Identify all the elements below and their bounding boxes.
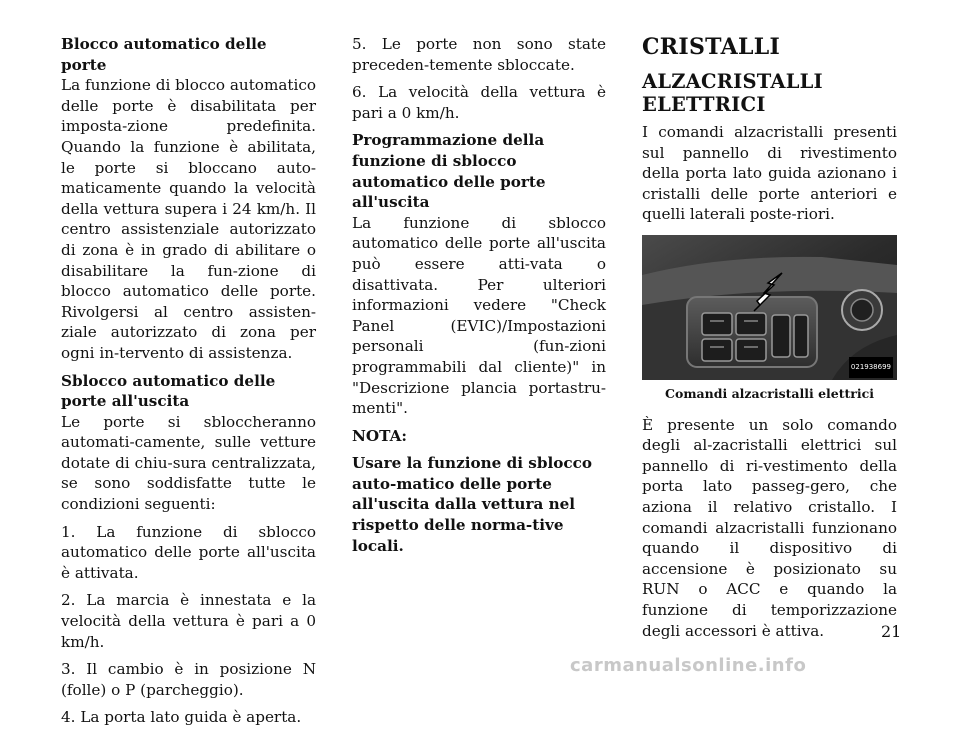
list-item-5: 5. Le porte non sono state preceden-temente sbloccate.: [352, 35, 606, 74]
list-item-1: 1. La funzione di sblocco automatico delle porte all'uscita è attivata.: [61, 522, 316, 582]
section-heading-power-windows: ALZACRISTALLI ELETTRICI: [642, 70, 823, 116]
chapter-heading: CRISTALLI: [642, 34, 781, 60]
paragraph-programming: La funzione di sblocco automatico delle porte all'uscita può essere atti-vata o disattivata. Per ulteriori informazioni vedere "Check Panel (EVIC)/Impostazioni personali (fun-zioni programmabili dal cliente)" in "Descrizione plancia portastru-menti".: [352, 213, 606, 418]
column-middle: [352, 34, 606, 563]
paragraph-windows-body: È presente un solo comando degli al-zacristalli elettrici sul pannello di ri-vestimento della porta lato passeg-gero, che aziona il relativo cristallo. I comandi alzacristalli funzionano quando il dispositivo di accensione è posizionato su RUN o ACC e quando la funzione di temporizzazione degli accessori è attiva.: [642, 415, 897, 640]
list-item-6: 6. La velocità della vettura è pari a 0 km/h.: [352, 83, 606, 122]
note-text: Usare la funzione di sblocco auto-matico delle porte all'uscita dalla vettura nel rispetto delle norma-tive locali.: [352, 454, 592, 555]
column-right: [642, 34, 897, 648]
paragraph-auto-lock: La funzione di blocco automatico delle porte è disabilitata per imposta-zione predefinita. Quando la funzione è abilitata, le porte si bloccano auto-maticamente quando la velocità della vettura supera i 24 km/h. Il centro assistenziale autorizzato di zona è in grado di abilitare o disabilitare la fun-zione di blocco automatico delle porte. Rivolgersi al centro assisten-ziale autorizzato di zona per ogni in-tervento di assistenza.: [61, 76, 317, 362]
figure-code: 021938699: [849, 357, 893, 378]
paragraph-windows-intro: I comandi alzacristalli presenti sul pannello di rivestimento della porta lato guida azionano i cristalli delle porte anteriori e quelli laterali poste-riori.: [642, 123, 897, 224]
note-label: NOTA:: [352, 426, 407, 445]
figure-caption: Comandi alzacristalli elettrici: [665, 385, 874, 401]
section-heading-auto-unlock: Sblocco automatico delle porte all'uscita: [61, 371, 276, 411]
paragraph-auto-unlock: Le porte si sbloccheranno automati-camente, sulle vetture dotate di chiu-sura centralizzata, se sono soddisfatte tutte le condizioni seguenti:: [61, 412, 316, 514]
power-window-switches-photo: [642, 235, 897, 380]
list-item-4: 4. La porta lato guida è aperta.: [61, 708, 302, 727]
section-heading-programming: Programmazione della funzione di sblocco automatico delle porte all'uscita: [352, 131, 546, 212]
section-heading-auto-lock: Blocco automatico delle porte: [61, 35, 267, 74]
page-number: 21: [881, 622, 902, 641]
list-item-3: 3. Il cambio è in posizione N (folle) o P (parcheggio).: [61, 660, 316, 699]
watermark-text: carmanualsonline.info: [570, 655, 807, 676]
list-item-2: 2. La marcia è innestata e la velocità della vettura è pari a 0 km/h.: [61, 591, 316, 651]
column-left: [61, 34, 316, 735]
